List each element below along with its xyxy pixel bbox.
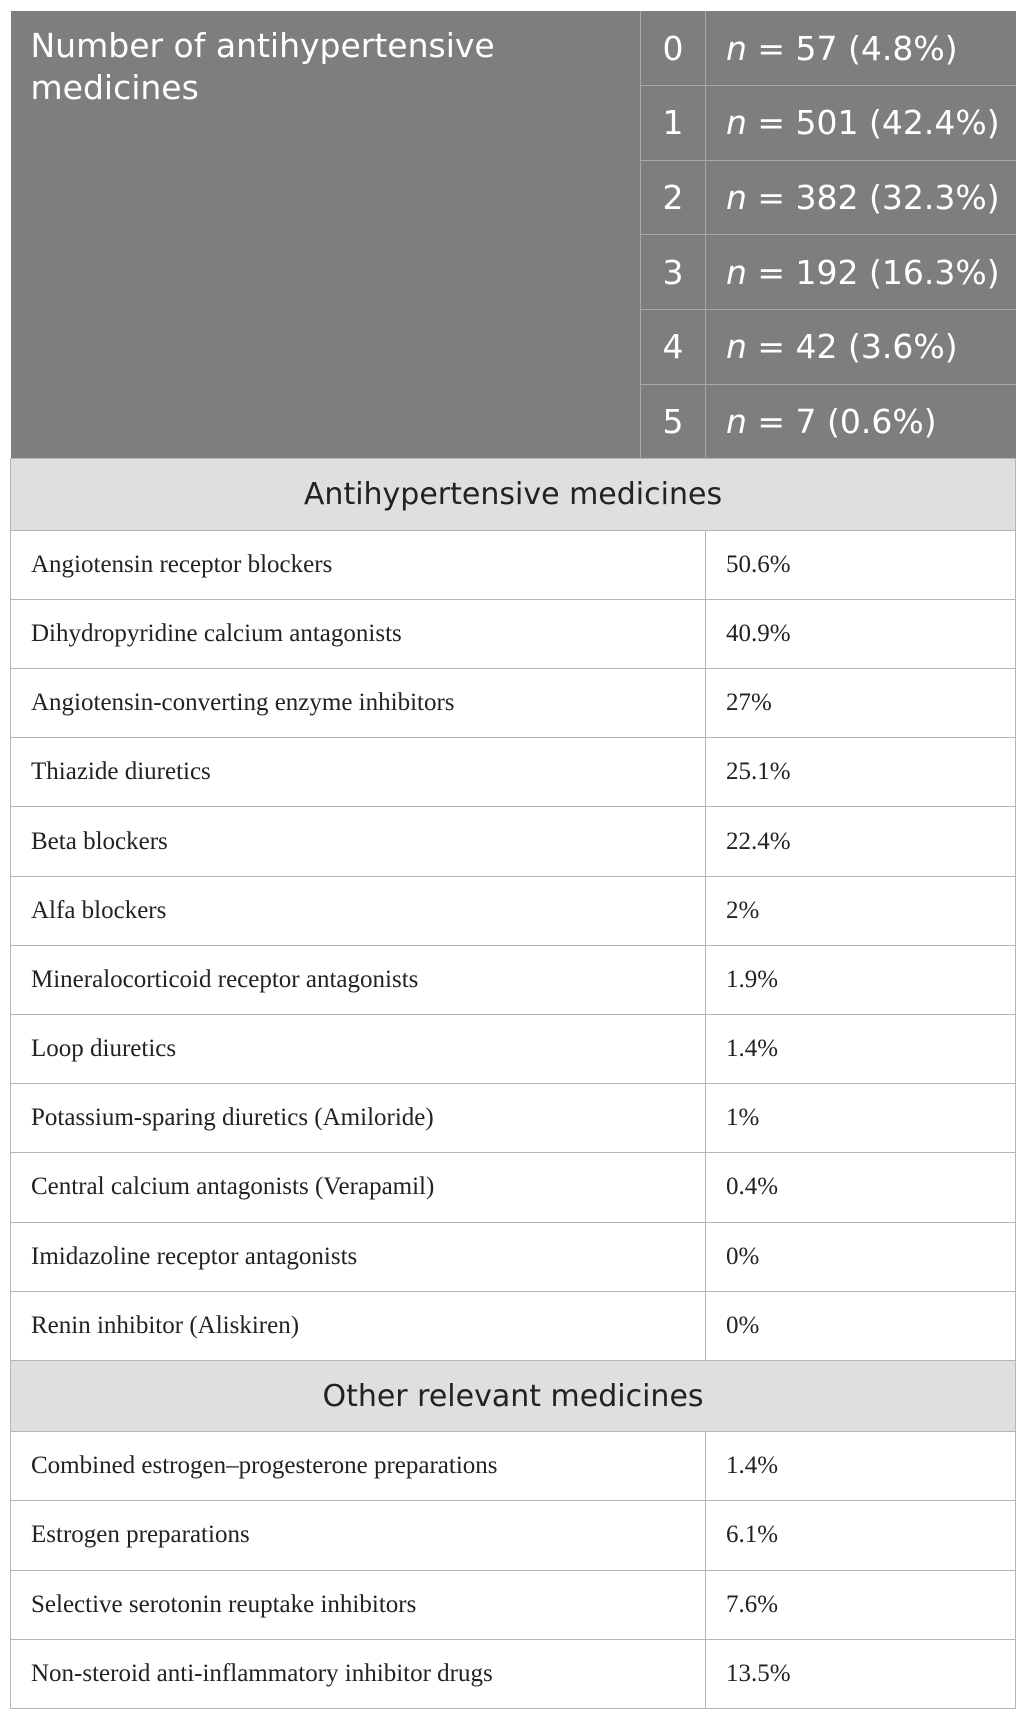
medicine-name: Angiotensin receptor blockers (11, 530, 706, 599)
n-symbol: n (726, 178, 747, 218)
medicine-name: Combined estrogen–progesterone preparations (11, 1432, 706, 1501)
table-row (11, 876, 1016, 945)
medicine-name: Renin inhibitor (Aliskiren) (11, 1291, 706, 1360)
medicine-name: Potassium-sparing diuretics (Amiloride) (11, 1084, 706, 1153)
medicine-percentage: 22.4% (706, 807, 1016, 876)
header-count: 4 (641, 310, 706, 385)
header-value-text: = 57 (4.8%) (746, 28, 958, 68)
table-row (11, 1501, 1016, 1570)
header-value-text: = 192 (16.3%) (746, 252, 1000, 292)
medicine-percentage: 0% (706, 1291, 1016, 1360)
header-value (706, 384, 1016, 459)
medicine-percentage: 1.9% (706, 945, 1016, 1014)
header-value (706, 235, 1016, 310)
medicines-table (10, 11, 1016, 1709)
header-value (706, 160, 1016, 235)
n-symbol: n (726, 103, 747, 143)
section-heading-antihypertensive: Antihypertensive medicines (11, 459, 1016, 530)
table-row (11, 1291, 1016, 1360)
table-row (11, 1639, 1016, 1708)
medicine-name: Imidazoline receptor antagonists (11, 1222, 706, 1291)
table-row (11, 530, 1016, 599)
medicine-name: Loop diuretics (11, 1015, 706, 1084)
medicine-name: Thiazide diuretics (11, 738, 706, 807)
header-value (706, 11, 1016, 86)
header-count: 2 (641, 160, 706, 235)
table-row (11, 669, 1016, 738)
header-row (11, 11, 1016, 86)
medicine-percentage: 50.6% (706, 530, 1016, 599)
medicine-name: Angiotensin-converting enzyme inhibitors (11, 669, 706, 738)
header-value (706, 86, 1016, 161)
medicine-name: Dihydropyridine calcium antagonists (11, 599, 706, 668)
medicine-percentage: 27% (706, 669, 1016, 738)
table-row (11, 945, 1016, 1014)
section-heading-other: Other relevant medicines (11, 1360, 1016, 1431)
medicine-percentage: 7.6% (706, 1570, 1016, 1639)
medicine-name: Non-steroid anti-inflammatory inhibitor drugs (11, 1639, 706, 1708)
section-header-row (11, 1360, 1016, 1431)
header-value-text: = 7 (0.6%) (746, 402, 937, 442)
medicine-percentage: 1.4% (706, 1432, 1016, 1501)
medicine-percentage: 13.5% (706, 1639, 1016, 1708)
table-row (11, 1084, 1016, 1153)
medicine-percentage: 2% (706, 876, 1016, 945)
table-row (11, 1432, 1016, 1501)
medicine-percentage: 1% (706, 1084, 1016, 1153)
medicine-percentage: 0.4% (706, 1153, 1016, 1222)
header-count: 5 (641, 384, 706, 459)
header-value (706, 310, 1016, 385)
table-row (11, 738, 1016, 807)
section-header-row (11, 459, 1016, 530)
table-row (11, 1570, 1016, 1639)
medicine-name: Alfa blockers (11, 876, 706, 945)
header-count: 3 (641, 235, 706, 310)
header-value-text: = 382 (32.3%) (746, 178, 1000, 218)
header-value-text: = 42 (3.6%) (746, 327, 958, 367)
medicine-percentage: 25.1% (706, 738, 1016, 807)
header-count: 1 (641, 86, 706, 161)
medicine-percentage: 6.1% (706, 1501, 1016, 1570)
medicine-name: Estrogen preparations (11, 1501, 706, 1570)
n-symbol: n (726, 402, 747, 442)
medicine-percentage: 0% (706, 1222, 1016, 1291)
medicine-name: Mineralocorticoid receptor antagonists (11, 945, 706, 1014)
header-count: 0 (641, 11, 706, 86)
n-symbol: n (726, 28, 747, 68)
table-row (11, 807, 1016, 876)
header-title: Number of antihypertensive medicines (11, 11, 641, 459)
medicine-percentage: 40.9% (706, 599, 1016, 668)
medicine-name: Central calcium antagonists (Verapamil) (11, 1153, 706, 1222)
medicine-name: Selective serotonin reuptake inhibitors (11, 1570, 706, 1639)
table-row (11, 599, 1016, 668)
n-symbol: n (726, 327, 747, 367)
table-row (11, 1153, 1016, 1222)
table-row (11, 1015, 1016, 1084)
medicine-name: Beta blockers (11, 807, 706, 876)
table-row (11, 1222, 1016, 1291)
header-value-text: = 501 (42.4%) (746, 103, 1000, 143)
n-symbol: n (726, 252, 747, 292)
medicine-percentage: 1.4% (706, 1015, 1016, 1084)
